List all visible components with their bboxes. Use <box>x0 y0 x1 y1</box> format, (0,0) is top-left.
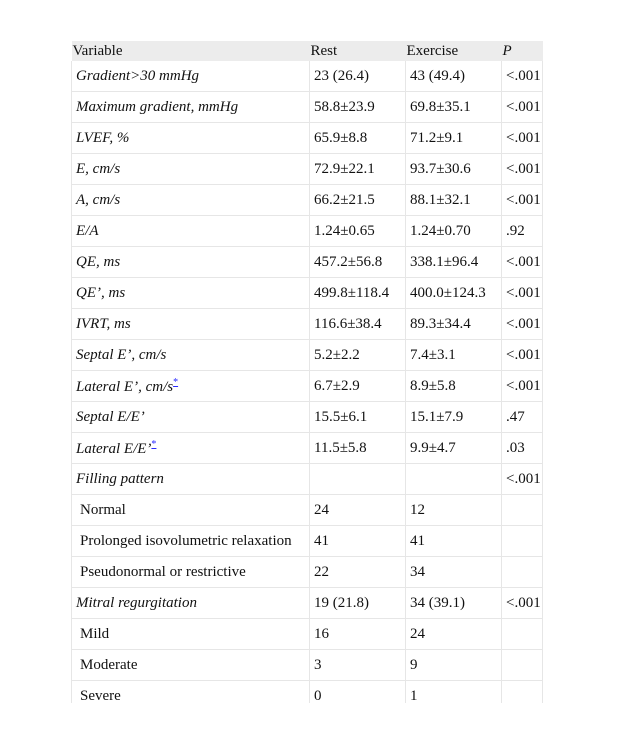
cell-variable <box>72 402 310 433</box>
cell-exercise: 89.3±34.4 <box>406 309 502 340</box>
cell-rest: 72.9±22.1 <box>310 154 406 185</box>
cell-p: .92 <box>502 216 543 247</box>
variable-label: Lateral E/E’ <box>76 440 152 457</box>
variable-label: Septal E/E’ <box>76 408 145 425</box>
cell-rest: 22 <box>310 557 406 588</box>
variable-label: Gradient>30 mmHg <box>76 67 200 84</box>
table-row <box>72 402 543 433</box>
cell-exercise: 9.9±4.7 <box>406 433 502 464</box>
cell-p <box>502 495 543 526</box>
cell-p <box>502 650 543 681</box>
cell-p: <.001 <box>502 92 543 123</box>
cell-rest: 0 <box>310 681 406 704</box>
cell-rest: 499.8±118.4 <box>310 278 406 309</box>
cell-variable <box>72 619 310 650</box>
header-variable: Variable <box>72 41 310 61</box>
cell-variable <box>72 588 310 619</box>
variable-label: LVEF, % <box>76 129 130 146</box>
cell-p: <.001 <box>502 247 543 278</box>
variable-label: E/A <box>76 222 99 239</box>
variable-label: QE’, ms <box>76 284 126 301</box>
cell-p: <.001 <box>502 123 543 154</box>
table-viewport <box>71 41 543 703</box>
cell-p: <.001 <box>502 185 543 216</box>
cell-exercise: 9 <box>406 650 502 681</box>
cell-rest: 16 <box>310 619 406 650</box>
cell-p <box>502 526 543 557</box>
cell-rest: 11.5±5.8 <box>310 433 406 464</box>
cell-variable <box>72 495 310 526</box>
cell-exercise: 43 (49.4) <box>406 61 502 92</box>
variable-label: Moderate <box>80 656 138 673</box>
variable-label: E, cm/s <box>76 160 121 177</box>
cell-p <box>502 681 543 704</box>
table-row <box>72 526 543 557</box>
cell-variable <box>72 309 310 340</box>
variable-label: Severe <box>80 687 121 703</box>
cell-rest: 5.2±2.2 <box>310 340 406 371</box>
cell-rest: 1.24±0.65 <box>310 216 406 247</box>
cell-p: <.001 <box>502 61 543 92</box>
cell-exercise: 12 <box>406 495 502 526</box>
table-row <box>72 309 543 340</box>
cell-exercise: 7.4±3.1 <box>406 340 502 371</box>
cell-variable <box>72 464 310 495</box>
variable-label: A, cm/s <box>76 191 121 208</box>
footnote-link[interactable]: * <box>151 438 157 450</box>
cell-rest: 23 (26.4) <box>310 61 406 92</box>
cell-p: .47 <box>502 402 543 433</box>
cell-p: .03 <box>502 433 543 464</box>
cell-exercise: 338.1±96.4 <box>406 247 502 278</box>
cell-variable <box>72 340 310 371</box>
header-rest: Rest <box>310 41 406 61</box>
cell-variable <box>72 278 310 309</box>
cell-variable <box>72 526 310 557</box>
variable-label: Filling pattern <box>76 470 164 487</box>
header-row <box>72 41 543 61</box>
variable-label: Normal <box>80 501 126 518</box>
cell-exercise <box>406 464 502 495</box>
cell-p: <.001 <box>502 588 543 619</box>
cell-variable <box>72 681 310 704</box>
cell-exercise: 34 (39.1) <box>406 588 502 619</box>
table-row <box>72 619 543 650</box>
cell-exercise: 34 <box>406 557 502 588</box>
cell-p <box>502 557 543 588</box>
table-row <box>72 681 543 704</box>
cell-variable <box>72 557 310 588</box>
cell-p: <.001 <box>502 278 543 309</box>
cell-rest: 24 <box>310 495 406 526</box>
table-row <box>72 650 543 681</box>
results-table <box>71 41 543 703</box>
table-row <box>72 495 543 526</box>
cell-exercise: 24 <box>406 619 502 650</box>
cell-p: <.001 <box>502 309 543 340</box>
cell-variable <box>72 247 310 278</box>
variable-label: Maximum gradient, mmHg <box>76 98 239 115</box>
table-row <box>72 123 543 154</box>
cell-p: <.001 <box>502 340 543 371</box>
cell-variable <box>72 216 310 247</box>
variable-label: Pseudonormal or restrictive <box>80 563 246 580</box>
table-row <box>72 154 543 185</box>
cell-rest: 19 (21.8) <box>310 588 406 619</box>
variable-label: Lateral E’, cm/s <box>76 378 174 395</box>
cell-rest: 66.2±21.5 <box>310 185 406 216</box>
cell-rest <box>310 464 406 495</box>
variable-label: QE, ms <box>76 253 121 270</box>
cell-variable <box>72 185 310 216</box>
cell-p: <.001 <box>502 464 543 495</box>
table-row <box>72 464 543 495</box>
table-body <box>72 61 543 703</box>
cell-variable <box>72 371 310 402</box>
table-row <box>72 340 543 371</box>
cell-p: <.001 <box>502 154 543 185</box>
cell-rest: 15.5±6.1 <box>310 402 406 433</box>
cell-rest: 116.6±38.4 <box>310 309 406 340</box>
variable-label: Septal E’, cm/s <box>76 346 167 363</box>
table-row <box>72 278 543 309</box>
cell-exercise: 88.1±32.1 <box>406 185 502 216</box>
table-row <box>72 433 543 464</box>
cell-rest: 6.7±2.9 <box>310 371 406 402</box>
table-row <box>72 92 543 123</box>
cell-rest: 457.2±56.8 <box>310 247 406 278</box>
cell-variable <box>72 92 310 123</box>
table-row <box>72 588 543 619</box>
cell-rest: 58.8±23.9 <box>310 92 406 123</box>
cell-rest: 65.9±8.8 <box>310 123 406 154</box>
header-p: P <box>502 41 543 61</box>
cell-exercise: 15.1±7.9 <box>406 402 502 433</box>
cell-p <box>502 619 543 650</box>
variable-label: IVRT, ms <box>76 315 131 332</box>
cell-exercise: 1 <box>406 681 502 704</box>
cell-variable <box>72 650 310 681</box>
cell-rest: 3 <box>310 650 406 681</box>
cell-variable <box>72 123 310 154</box>
table-row <box>72 216 543 247</box>
table-row <box>72 185 543 216</box>
footnote-link[interactable]: * <box>173 376 179 388</box>
cell-rest: 41 <box>310 526 406 557</box>
variable-label: Mild <box>80 625 110 642</box>
table-row <box>72 247 543 278</box>
header-exercise: Exercise <box>406 41 502 61</box>
table-header <box>72 41 543 61</box>
cell-exercise: 1.24±0.70 <box>406 216 502 247</box>
cell-exercise: 400.0±124.3 <box>406 278 502 309</box>
cell-exercise: 93.7±30.6 <box>406 154 502 185</box>
table-row <box>72 61 543 92</box>
cell-exercise: 41 <box>406 526 502 557</box>
variable-label: Mitral regurgitation <box>76 594 197 611</box>
table-row <box>72 371 543 402</box>
cell-variable <box>72 433 310 464</box>
cell-exercise: 8.9±5.8 <box>406 371 502 402</box>
cell-variable <box>72 61 310 92</box>
cell-exercise: 69.8±35.1 <box>406 92 502 123</box>
variable-label: Prolonged isovolumetric relaxation <box>80 532 292 549</box>
cell-variable <box>72 154 310 185</box>
cell-exercise: 71.2±9.1 <box>406 123 502 154</box>
cell-p: <.001 <box>502 371 543 402</box>
table-row <box>72 557 543 588</box>
